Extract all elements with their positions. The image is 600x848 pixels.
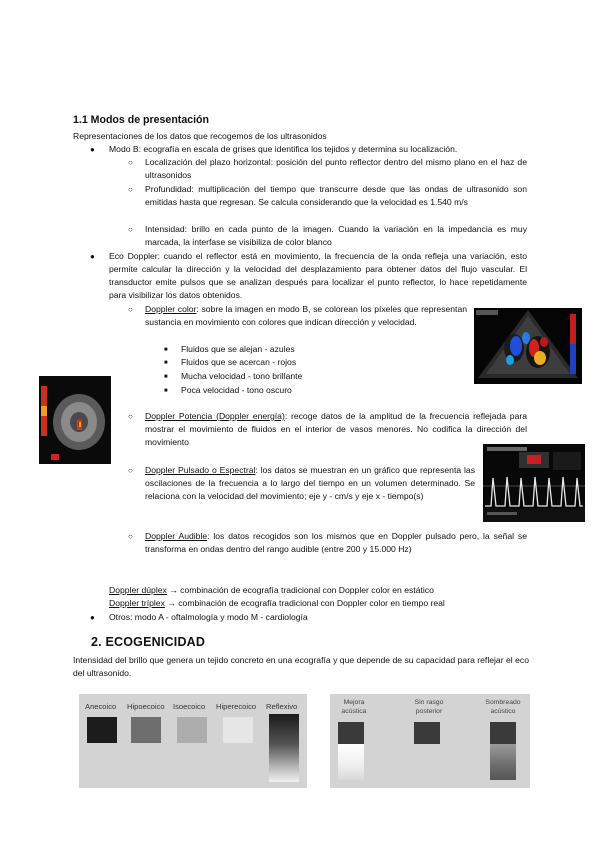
scale-label: Hipoecoico [127, 702, 165, 711]
doppler-potencia-text: : recoge datos de la amplitud de la frecuencia reflejada para mostrar el movimiento de fluidos en el interior de vasos menores. No codifica la dirección del movimiento [145, 411, 528, 447]
effect-none-object [414, 722, 440, 744]
scale-label: Reflexivo [266, 702, 298, 711]
bullet: ○ [128, 466, 133, 475]
effect-shadow-object [490, 722, 516, 744]
doppler-potencia-term: Doppler Potencia (Doppler energía) [145, 411, 285, 421]
bullet: ○ [128, 185, 133, 194]
doppler-pulsado-term: Doppler Pulsado o Espectral [145, 465, 256, 475]
doppler-color-sub: Poca velocidad - tono oscuro [181, 385, 292, 395]
eco-doppler-text: Eco Doppler: cuando el reflector está en movimiento, la frecuencia de la onda refleja una variación, esto permite calcular la dirección y la velocidad del desplazamiento para obtener datos del flujo vascular. El transductor emite pulsos que se analizan después para localizar el punto reflector, lo hace repetidamente para visibilizar los datos obtenidos. [109, 251, 527, 300]
doppler-color-text: : sobre la imagen en modo B, se colorean los píxeles que representan sustancia en movimiento con colores que indican dirección y velocidad. [145, 304, 467, 327]
swatch-hypoechoic [131, 717, 161, 743]
section-title-modos: 1.1 Modos de presentación [73, 114, 209, 126]
doppler-spectral-image [483, 444, 585, 522]
doppler-pulsado-text: : los datos se muestran en un gráfico que representa las oscilaciones de la frecuencia a lo largo del tiempo en un volumen determinado. Se relaciona con la velocidad del movimiento; eje y - cm/s y eje x - tiempo(s) [145, 465, 475, 501]
doppler-power-image [39, 376, 111, 464]
modo-b-label: Modo B: ecografía en escala de grises que identifica los tejidos y determina su localización. [109, 144, 458, 154]
scale-label: Isoecoico [173, 702, 206, 711]
doppler-potencia-paragraph [145, 410, 527, 449]
swatch-hyperechoic [223, 717, 253, 743]
doppler-duplex-term: Doppler dúplex [109, 585, 167, 595]
bullet: ■ [164, 360, 168, 366]
bullet: ○ [128, 158, 133, 167]
modo-b-item: Intensidad: brillo en cada punto de la imagen. Cuando la variación en la impedancia es muy marcada, la interfase se visibiliza de color blanco [145, 224, 527, 247]
doppler-triplex-line [109, 597, 445, 610]
doppler-audible-term: Doppler Audible [145, 531, 208, 541]
modo-b-item: Localización del plazo horizontal: posición del punto reflector dentro del mismo plano en el haz de ultrasonidos [145, 157, 527, 180]
otros-modes: Otros: modo A - oftalmología y modo M - cardiología [109, 612, 308, 622]
acoustic-effects-figure [330, 694, 530, 788]
bullet: ● [90, 145, 95, 154]
swatch-anechoic [87, 717, 117, 743]
bullet: ○ [128, 532, 133, 541]
bullet: ○ [128, 225, 133, 234]
swatch-isoechoic [177, 717, 207, 743]
doppler-duplex-line [109, 584, 434, 597]
effect-enhancement-object [338, 722, 364, 744]
doppler-color-image [474, 308, 582, 384]
doppler-audible-paragraph [145, 530, 527, 556]
doppler-audible-text: : los datos recogidos son los mismos que en Doppler pulsado pero, la señal se transforma en ondas dentro del rango audible (entre 200 y 15.000 Hz) [145, 531, 527, 554]
doppler-color-sub: Fluidos que se acercan - rojos [181, 357, 297, 367]
doppler-pulsado-paragraph [145, 464, 475, 503]
effect-enhancement-tail [338, 744, 364, 780]
bullet: ● [90, 613, 95, 622]
section-intro: Representaciones de los datos que recogemos de los ultrasonidos [73, 131, 327, 141]
section-title-ecogenicidad: 2. ECOGENICIDAD [91, 635, 206, 649]
scale-label: Anecoico [85, 702, 117, 711]
echogenicity-scale-figure [79, 694, 307, 788]
bullet: ■ [164, 374, 168, 380]
bullet: ○ [128, 305, 133, 314]
bullet: ■ [164, 388, 168, 394]
modo-b-item: Profundidad: multiplicación del tiempo que transcurre desde que las ondas de ultrasonido son emitidas hasta que regresan. Se calcula considerando que la velocidad es 1.540 m/s [145, 184, 527, 207]
effect-label: Sombreado acústico [485, 699, 521, 715]
doppler-color-paragraph [145, 303, 467, 329]
doppler-color-term: Doppler color [145, 304, 197, 314]
effect-shadow-tail [490, 744, 516, 780]
bullet: ○ [128, 412, 133, 421]
bullet: ● [90, 252, 95, 261]
doppler-duplex-text: → combinación de ecografía tradicional con Doppler color en estático [166, 585, 434, 595]
ecogenicidad-intro: Intensidad del brillo que genera un tejido concreto en una ecografía y que depende de su capacidad para reflejar el eco del ultrasonido. [73, 655, 529, 678]
doppler-triplex-term: Doppler tríplex [109, 598, 165, 608]
effect-label: Sin rasgo posterior [414, 699, 444, 715]
doppler-color-sub: Fluidos que se alejan - azules [181, 344, 295, 354]
swatch-reflective [269, 714, 299, 782]
scale-label: Hiperecoico [216, 702, 257, 711]
doppler-color-sub: Mucha velocidad - tono brillante [181, 371, 303, 381]
bullet: ■ [164, 347, 168, 353]
doppler-triplex-text: → combinación de ecografía tradicional con Doppler color en tiempo real [164, 598, 445, 608]
effect-label: Mejora acústica [341, 699, 367, 715]
